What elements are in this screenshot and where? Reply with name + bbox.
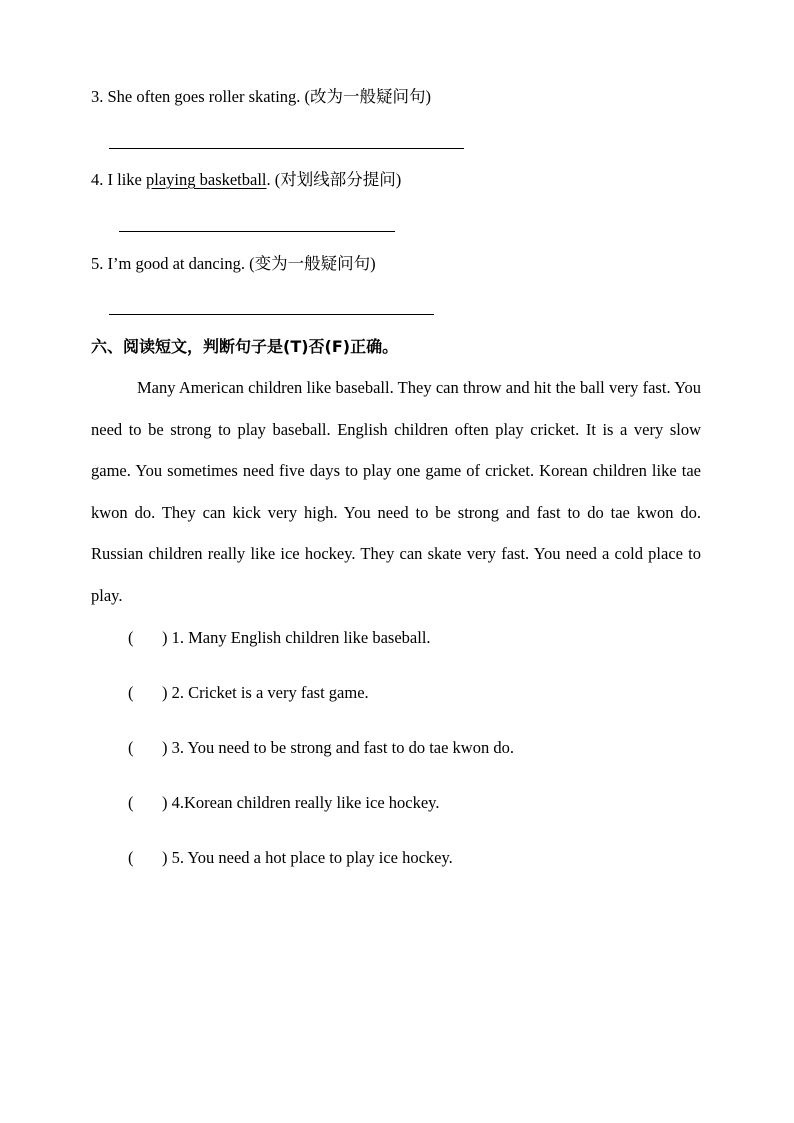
exercise-4-instruction: (对划线部分提问) — [274, 170, 402, 189]
statement-text: 5. You need a hot place to play ice hockey. — [171, 848, 453, 867]
answer-bracket-4[interactable]: ( — [128, 793, 134, 812]
exercise-5-instruction: (变为一般疑问句) — [249, 254, 376, 273]
statement-text: 3. You need to be strong and fast to do tae kwon do. — [171, 738, 514, 757]
answer-bracket-2[interactable]: ( — [128, 683, 134, 702]
statement-1 — [128, 628, 431, 648]
section-6-heading: 六、阅读短文，判断句子是(T)否(F)正确。 — [91, 337, 399, 356]
statement-2 — [128, 683, 369, 703]
answer-bracket-5[interactable]: ( — [128, 848, 134, 867]
statement-4 — [128, 793, 439, 813]
exercise-4-underlined-phrase: playing basketball — [146, 170, 267, 189]
reading-passage — [91, 367, 701, 617]
answer-bracket-close: ) — [162, 683, 168, 702]
exercise-5-sentence: I’m good at dancing. — [107, 254, 245, 273]
exercise-3-number: 3. — [91, 87, 104, 106]
exercise-5 — [91, 254, 376, 274]
passage-text: Many American children like baseball. They can throw and hit the ball very fast. You need to be strong to play baseball. English children often play cricket. It is a very slow game. You sometimes need five days to play one game of cricket. Korean children like tae kwon do. They can kick very high. You need to be strong and fast to do tae kwon do. Russian children really like ice hockey. They can skate very fast. You need a cold place to play. — [91, 378, 701, 605]
answer-bracket-close: ) — [162, 628, 168, 647]
exercise-4 — [91, 170, 401, 190]
exercise-4-answer-line[interactable] — [119, 231, 395, 232]
answer-bracket-1[interactable]: ( — [128, 628, 134, 647]
exercise-3-answer-line[interactable] — [109, 148, 464, 149]
exercise-3 — [91, 87, 431, 107]
exercise-4-sentence-start: I like — [107, 170, 142, 189]
statement-3 — [128, 738, 514, 758]
statement-text: 2. Cricket is a very fast game. — [171, 683, 369, 702]
exercise-5-answer-line[interactable] — [109, 314, 434, 315]
answer-bracket-close: ) — [162, 793, 168, 812]
statement-text: 1. Many English children like baseball. — [171, 628, 431, 647]
answer-bracket-close: ) — [162, 738, 168, 757]
exercise-3-instruction: (改为一般疑问句) — [304, 87, 432, 106]
exercise-5-number: 5. — [91, 254, 104, 273]
statement-text: 4.Korean children really like ice hockey. — [171, 793, 440, 812]
statement-5 — [128, 848, 453, 868]
answer-bracket-3[interactable]: ( — [128, 738, 134, 757]
exercise-4-sentence-end: . — [266, 170, 271, 189]
answer-bracket-close: ) — [162, 848, 168, 867]
exercise-4-number: 4. — [91, 170, 104, 189]
exercise-3-sentence: She often goes roller skating. — [107, 87, 301, 106]
